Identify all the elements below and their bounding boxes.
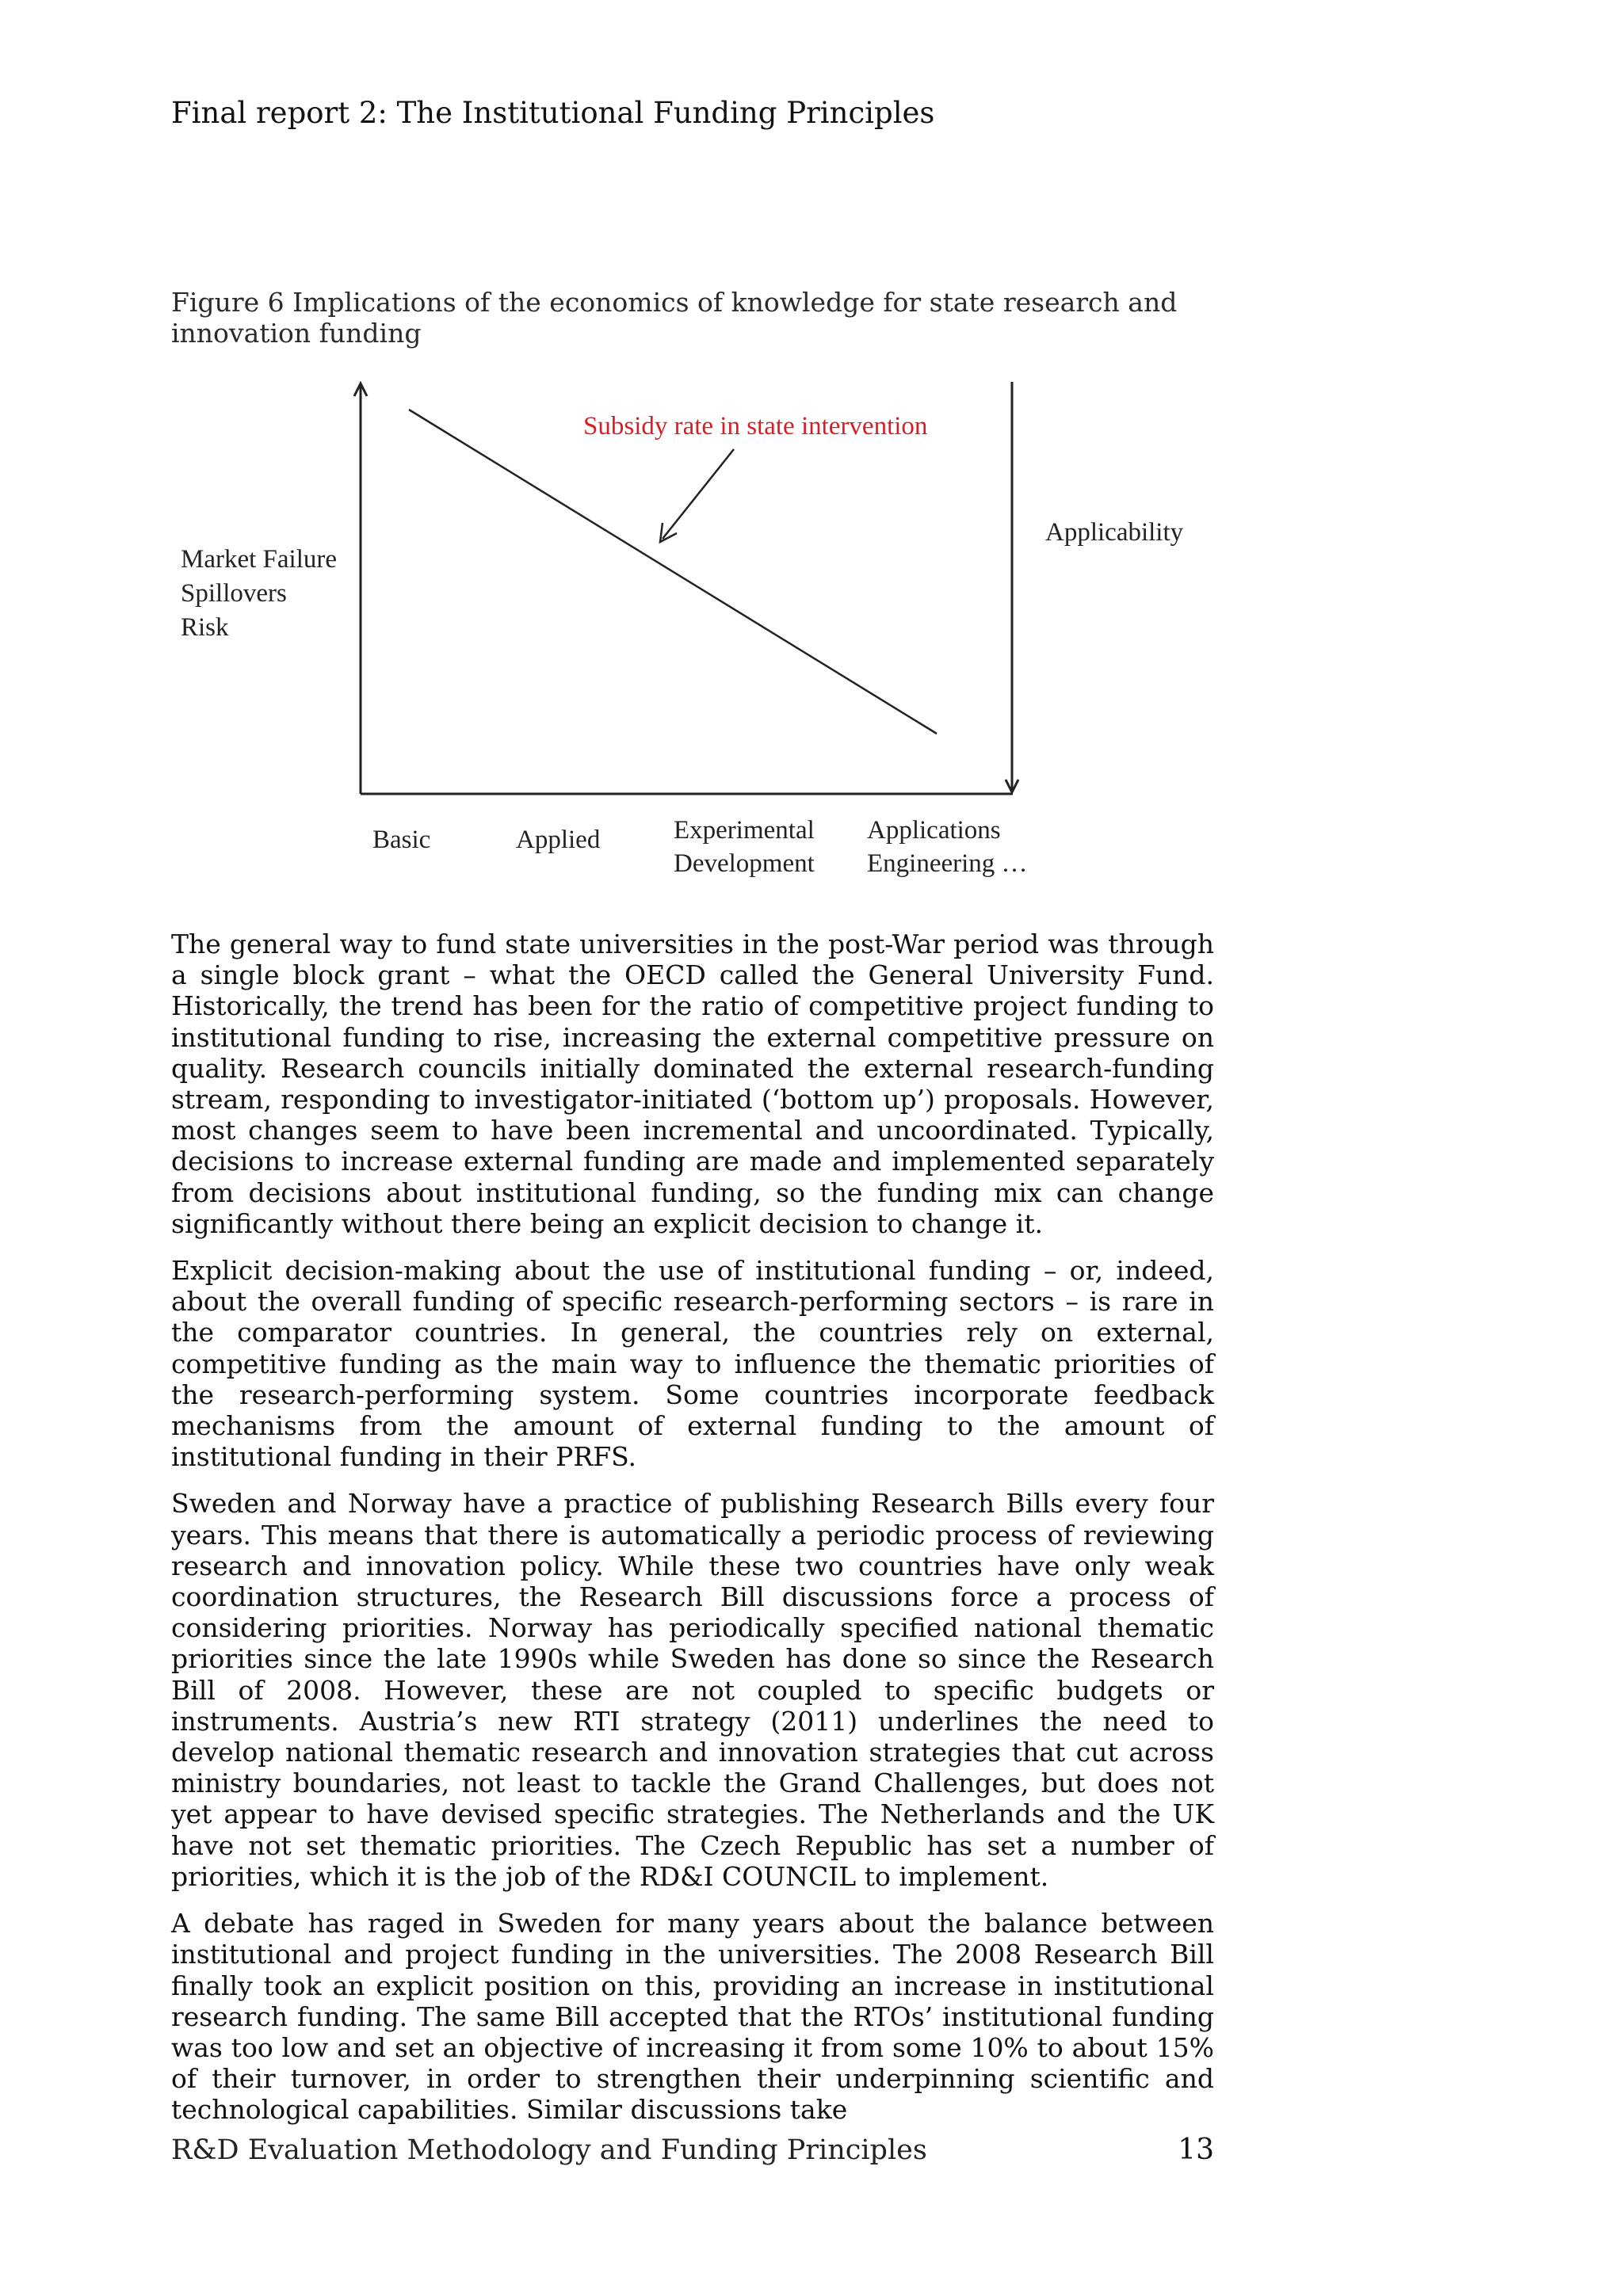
annotation-arrow-line <box>663 449 734 539</box>
annotation-label: Subsidy rate in state intervention <box>583 412 928 441</box>
left-axis-label-spillovers: Spillovers <box>181 579 287 608</box>
left-axis-label-risk: Risk <box>181 613 229 642</box>
page-header: Final report 2: The Institutional Funding Principles <box>171 96 935 130</box>
body-text <box>171 929 1214 2142</box>
right-axis-label: Applicability <box>1045 518 1184 547</box>
figure-caption: Figure 6 Implications of the economics of knowledge for state research and innovation funding <box>171 287 1178 349</box>
paragraph-4: A debate has raged in Sweden for many years about the balance between institutional and project funding in the universities. The 2008 Research Bill finally took an explicit position on this, providing an increase in institutional research funding. The same Bill accepted that the RTOs’ institutional funding was too low and set an objective of increasing it from some 10% to about 15% of their turnover, in order to strengthen their underpinning scientific and technological capabilities. Similar discussions take <box>171 1908 1214 2126</box>
figure-diagram <box>171 372 1214 895</box>
paragraph-2: Explicit decision-making about the use of institutional funding – or, indeed, about the overall funding of specific research-performing sectors – is rare in the comparator countries. In general, the countries rely on external, competitive funding as the main way to influence the thematic priorities of the research-performing system. Some countries incorporate feedback mechanisms from the amount of external funding to the amount of institutional funding in their PRFS. <box>171 1255 1214 1473</box>
paragraph-1: The general way to fund state universities in the post-War period was through a single block grant – what the OECD called the General University Fund. Historically, the trend has been for the ratio of competitive project funding to institutional funding to rise, increasing the external competitive pressure on quality. Research councils initially dominated the external research-funding stream, responding to investigator-initiated (‘bottom up’) proposals. However, most changes seem to have been incremental and uncoordinated. Typically, decisions to increase external funding are made and implemented separately from decisions about institutional funding, so the funding mix can change significantly without there being an explicit decision to change it. <box>171 929 1214 1239</box>
x-category-applications: Applications <box>867 816 1001 845</box>
subsidy-rate-line <box>409 410 937 734</box>
x-category-basic: Basic <box>372 826 431 854</box>
paragraph-3: Sweden and Norway have a practice of publishing Research Bills every four years. This means that there is automatically a periodic process of reviewing research and innovation policy. While these two countries have only weak coordination structures, the Research Bill discussions force a process of considering priorities. Norway has periodically specified national thematic priorities since the late 1990s while Sweden has done so since the Research Bill of 2008. However, these are not coupled to specific budgets or instruments. Austria’s new RTI strategy (2011) underlines the need to develop national thematic research and innovation strategies that cut across ministry boundaries, not least to tackle the Grand Challenges, but does not yet appear to have devised specific strategies. The Netherlands and the UK have not set thematic priorities. The Czech Republic has set a number of priorities, which it is the job of the RD&I COUNCIL to implement. <box>171 1488 1214 1892</box>
x-category-engineering: Engineering … <box>867 849 1028 878</box>
left-axis-label-market-failure: Market Failure <box>181 545 338 574</box>
page-footer: R&D Evaluation Methodology and Funding Principles <box>171 2134 927 2166</box>
x-category-applied: Applied <box>516 826 601 854</box>
x-category-experimental: Experimental <box>674 816 815 845</box>
page-number: 13 <box>1178 2134 1214 2166</box>
diagram-svg <box>171 372 1214 895</box>
x-category-development: Development <box>674 849 815 878</box>
